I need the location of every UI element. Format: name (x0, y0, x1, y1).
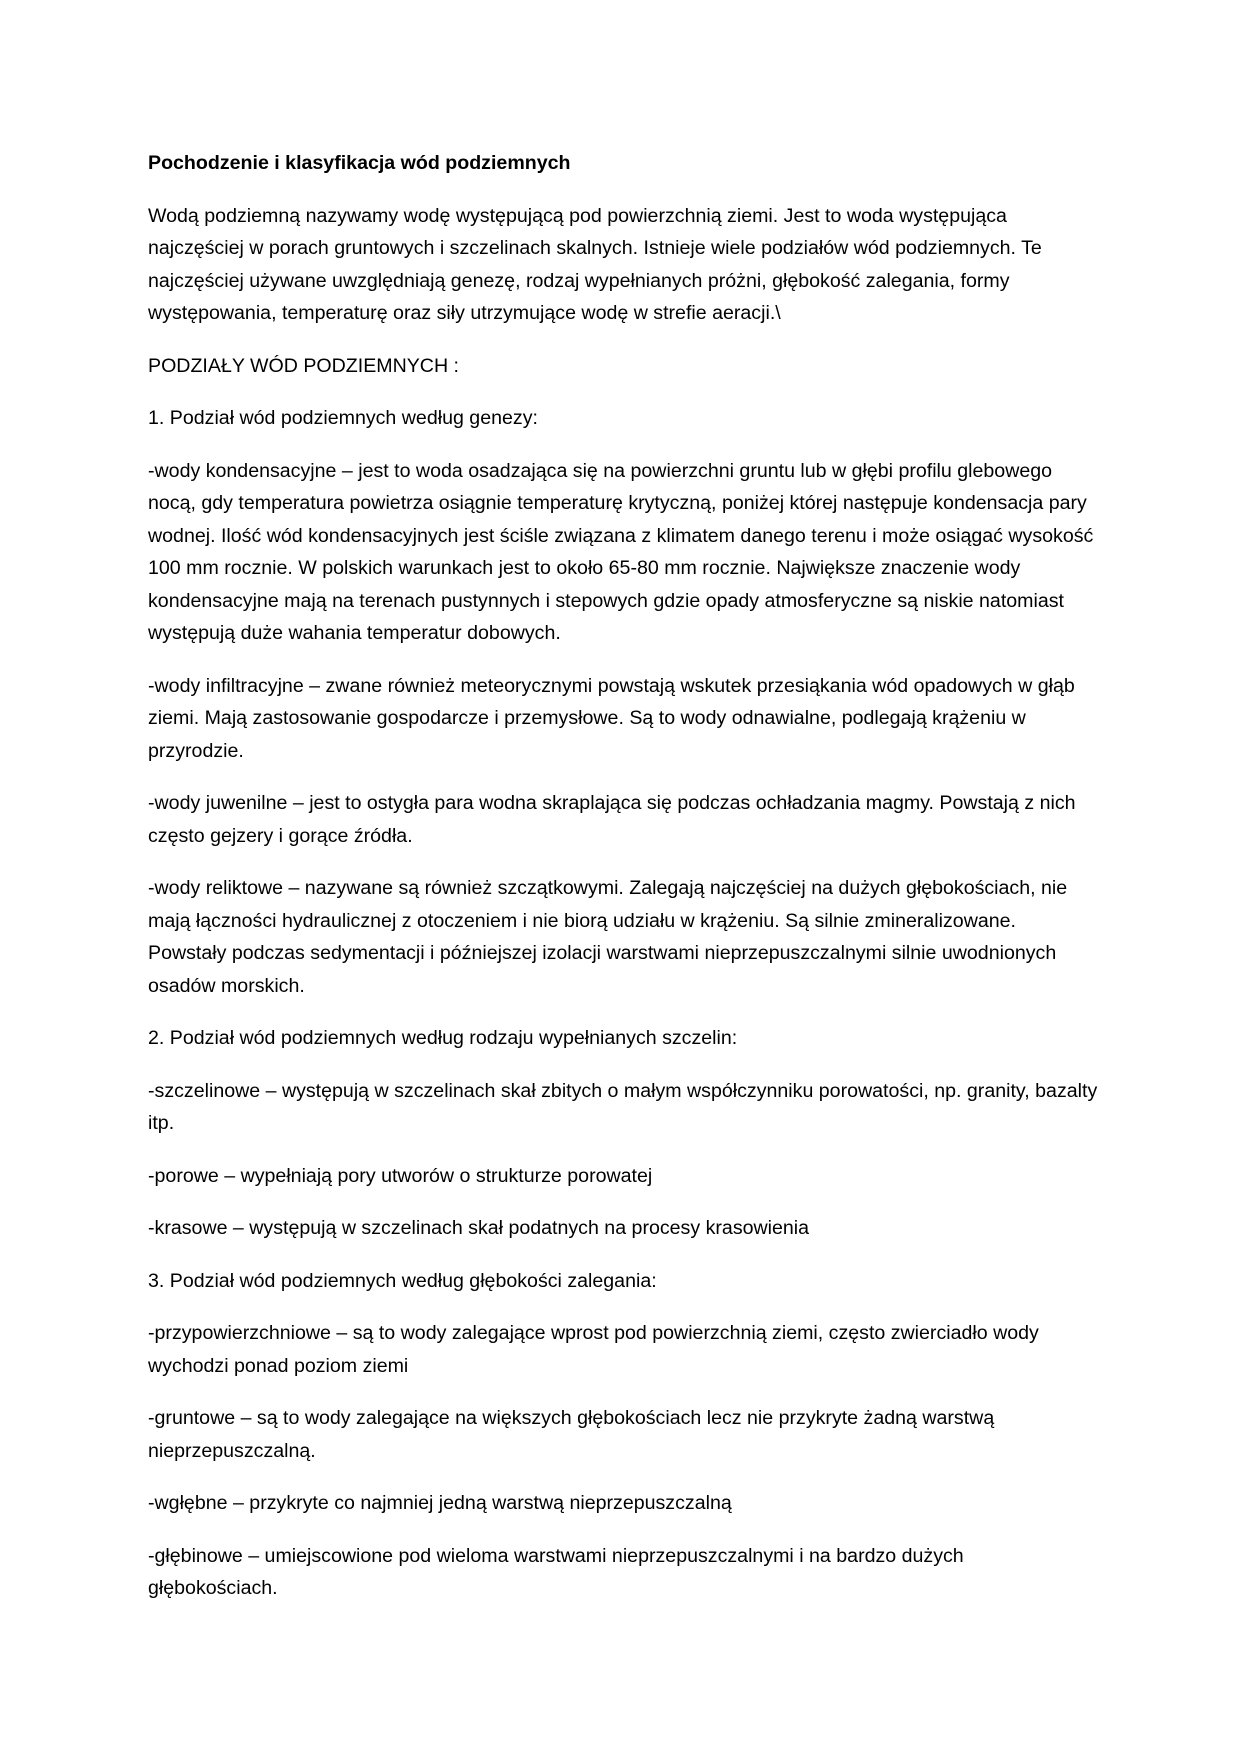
paragraph-przypowierzchniowe: -przypowierzchniowe – są to wody zalegające wprost pod powierzchnią ziemi, często zwierciadło wody wychodzi ponad poziom ziemi (148, 1322, 1039, 1377)
section-header: PODZIAŁY WÓD PODZIEMNYCH : (148, 354, 459, 377)
section-1-heading: 1. Podział wód podziemnych według genezy: (148, 407, 538, 429)
section-2-heading: 2. Podział wód podziemnych według rodzaju wypełnianych szczelin: (148, 1027, 738, 1049)
paragraph-gruntowe: -gruntowe – są to wody zalegające na większych głębokościach lecz nie przykryte żadną warstwą nieprzepuszczalną. (148, 1407, 995, 1462)
paragraph-szczelinowe: -szczelinowe – występują w szczelinach skał zbitych o małym współczynniku porowatości, np. granity, bazalty itp. (148, 1079, 1098, 1134)
section-3-heading: 3. Podział wód podziemnych według głębokości zalegania: (148, 1269, 657, 1292)
paragraph-wglebne: -wgłębne – przykryte co najmniej jedną warstwą nieprzepuszczalną (148, 1492, 732, 1514)
paragraph-wody-juwenilne: -wody juwenilne – jest to ostygła para wodna skraplająca się podczas ochładzania magmy. Powstają z nich często gejzery i gorące źródła. (148, 792, 1076, 847)
paragraph-wody-reliktowe: -wody reliktowe – nazywane są również szczątkowymi. Zalegają najczęściej na dużych głębokościach, nie mają łączności hydraulicznej z otoczeniem i nie biorą udziału w krążeniu. Są silnie zmineralizowane. Powstały podczas sedymentacji i późniejszej izolacji warstwami nieprzepuszczalnymi silnie uwodnionych osadów morskich. (148, 877, 1068, 997)
intro-paragraph: Wodą podziemną nazywamy wodę występującą pod powierzchnią ziemi. Jest to woda występująca najczęściej w porach gruntowych i szczelinach skalnych. Istnieje wiele podziałów wód podziemnych. Te najczęściej używane uwzględniają genezę, rodzaj wypełnianych próżni, głębokość zalegania, formy występowania, temperaturę oraz siły utrzymujące wodę w strefie aeracji.\ (148, 204, 1042, 324)
paragraph-glebinowe: -głębinowe – umiejscowione pod wieloma warstwami nieprzepuszczalnymi i na bardzo dużych głębokościach. (148, 1544, 964, 1599)
document-body (148, 147, 1098, 1625)
paragraph-porowe: -porowe – wypełniają pory utworów o strukturze porowatej (148, 1164, 653, 1187)
paragraph-wody-kondensacyjne: -wody kondensacyjne – jest to woda osadzająca się na powierzchni gruntu lub w głębi profilu glebowego nocą, gdy temperatura powietrza osiągnie temperaturę krytyczną, poniżej której następuje kondensacja pary wodnej. Ilość wód kondensacyjnych jest ściśle związana z klimatem danego terenu i może osiągać wysokość 100 mm rocznie. W polskich warunkach jest to około 65-80 mm rocznie. Największe znaczenie wody kondensacyjne mają na terenach pustynnych i stepowych gdzie opady atmosferyczne są niskie natomiast występują duże wahania temperatur dobowych. (148, 459, 1094, 644)
document-title: Pochodzenie i klasyfikacja wód podziemnych (148, 152, 571, 174)
paragraph-krasowe: -krasowe – występują w szczelinach skał podatnych na procesy krasowienia (148, 1217, 810, 1239)
paragraph-wody-infiltracyjne: -wody infiltracyjne – zwane również meteorycznymi powstają wskutek przesiąkania wód opadowych w głąb ziemi. Mają zastosowanie gospodarcze i przemysłowe. Są to wody odnawialne, podlegają krążeniu w przyrodzie. (148, 674, 1075, 762)
